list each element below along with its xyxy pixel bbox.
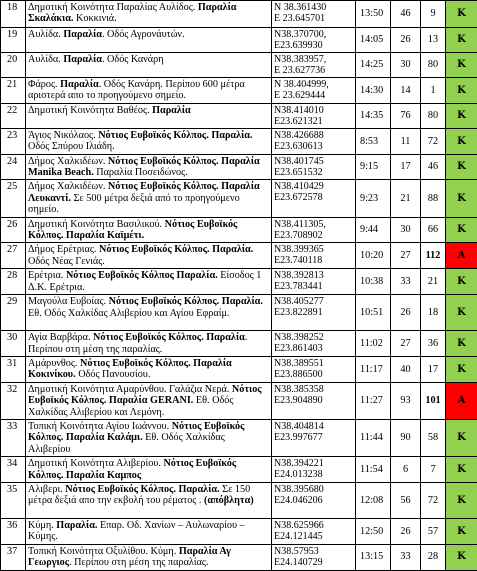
location-text: . Οδός Κανάρη. Περίπου 600 μέτρα αριστερά απο το προηγούμενο σημείο. [28, 79, 245, 101]
value-2: 112 [421, 243, 446, 269]
latitude: N38.401745 [274, 156, 353, 167]
coordinates [272, 128, 356, 154]
location-text: Φάρος. [28, 79, 60, 90]
location-description [26, 53, 272, 78]
location-description [26, 518, 272, 544]
location-description [26, 419, 272, 456]
value-1: 26 [391, 518, 421, 544]
station-number: 29 [1, 295, 26, 331]
value-2: 7 [421, 457, 446, 483]
location-description [26, 457, 272, 483]
value-2: 36 [421, 331, 446, 357]
location-text: Αυλίδα. [28, 29, 63, 40]
classification-badge: Κ [446, 482, 477, 518]
location-text: Δήμος Ερέτριας. [28, 244, 99, 255]
value-1: 40 [391, 356, 421, 382]
location-text: Αυλίδα. [28, 54, 63, 65]
longitude: E23.708902 [274, 230, 353, 241]
location-bold-text: Νότιος Ευβοϊκός Κόλπος. Παραλία Καλάμι. [28, 421, 244, 443]
station-number: 26 [1, 217, 26, 243]
longitude: E 23.627736 [274, 65, 353, 76]
classification-badge: Κ [446, 331, 477, 357]
station-number: 32 [1, 382, 26, 419]
station-number: 35 [1, 482, 26, 518]
location-text: Αγία Βαρβάρα. [28, 332, 93, 343]
latitude: N38.394221 [274, 458, 353, 469]
location-description [26, 128, 272, 154]
table-row [1, 28, 477, 53]
coordinates [272, 382, 356, 419]
latitude: N38.385358 [274, 384, 353, 395]
longitude: E 23.629444 [274, 90, 353, 101]
latitude: N38.383957, [274, 54, 353, 65]
value-2: 72 [421, 128, 446, 154]
table-row [1, 295, 477, 331]
sample-time: 10:38 [356, 269, 391, 295]
longitude: E23.997677 [274, 432, 353, 443]
value-1: 27 [391, 243, 421, 269]
sample-time: 11:27 [356, 382, 391, 419]
value-2: 18 [421, 295, 446, 331]
value-1: 6 [391, 457, 421, 483]
location-description [26, 103, 272, 128]
longitude: E23.621321 [274, 116, 353, 127]
coordinates [272, 217, 356, 243]
location-description [26, 382, 272, 419]
classification-badge: Κ [446, 180, 477, 217]
longitude: E24.013238 [274, 469, 353, 480]
longitude: E23.630613 [274, 141, 353, 152]
location-bold-text: Παραλία [63, 54, 102, 65]
coordinates [272, 1, 356, 28]
sample-time: 9:23 [356, 180, 391, 217]
location-text: Δημοτική Κοινότητα Παραλίας Αυλίδος. [28, 2, 198, 13]
location-bold-text: Παραλία Σκαλάκια. [28, 2, 236, 24]
table-row [1, 544, 477, 570]
classification-badge: Κ [446, 419, 477, 456]
sample-time: 12:50 [356, 518, 391, 544]
location-bold-text: Νότιος Ευβοϊκός Κόλπος. Παραλία GERANI. [28, 384, 262, 406]
location-text: Σε 500 μέτρα δεξιά από το προηγούμενο σημείο. [28, 193, 240, 215]
classification-badge: Κ [446, 544, 477, 570]
value-2: 57 [421, 518, 446, 544]
location-text: Τοπική Κοινότητα Αγίου Ιωάννου. [28, 421, 172, 432]
longitude: E24.046206 [274, 495, 353, 506]
location-bold-text: Νότιος Ευβοϊκός Κόλπος. Παραλία Καϊμέτι. [28, 219, 237, 241]
coordinates [272, 482, 356, 518]
value-1: 30 [391, 53, 421, 78]
sample-time: 10:51 [356, 295, 391, 331]
table-row [1, 457, 477, 483]
value-1: 14 [391, 78, 421, 104]
longitude: E24.121445 [274, 531, 353, 542]
coordinates [272, 78, 356, 104]
location-description [26, 217, 272, 243]
location-bold-text: Νότιος Ευβοϊκός Κόλπος. Παραλία Κοκινίκου. [28, 358, 232, 380]
longitude: E23.639930 [274, 40, 353, 51]
table-row [1, 154, 477, 180]
latitude: N 38.361430 [274, 2, 353, 13]
location-bold-text: Παραλία [63, 29, 102, 40]
latitude: N38.404814 [274, 421, 353, 432]
station-number: 19 [1, 28, 26, 53]
table-row [1, 1, 477, 28]
longitude: E23.861403 [274, 343, 353, 354]
value-2: 17 [421, 356, 446, 382]
station-number: 36 [1, 518, 26, 544]
sample-time: 14:25 [356, 53, 391, 78]
sample-time: 11:17 [356, 356, 391, 382]
classification-badge: Κ [446, 154, 477, 180]
value-1: 93 [391, 382, 421, 419]
location-bold-text: Νότιος Ευβοϊκός Κόλπος. Παραλία [93, 332, 245, 343]
location-bold-text: (απόβλητα) [204, 495, 254, 506]
sample-time: 14:35 [356, 103, 391, 128]
location-bold-text: Παραλία [60, 79, 99, 90]
value-2: 88 [421, 180, 446, 217]
value-2: 9 [421, 1, 446, 28]
sample-time: 11:44 [356, 419, 391, 456]
value-2: 46 [421, 154, 446, 180]
location-text: Επαρ. Οδ. Χανίων – Αυλωναρίου – Κύμης. [28, 520, 245, 542]
value-1: 17 [391, 154, 421, 180]
table-row [1, 356, 477, 382]
location-description [26, 78, 272, 104]
station-number: 30 [1, 331, 26, 357]
value-1: 90 [391, 419, 421, 456]
coordinates [272, 419, 356, 456]
location-text: . Οδός Αγρονάυτών. [102, 29, 185, 40]
location-text: Οδός Νέας Γενιάς. [28, 256, 105, 267]
station-number: 18 [1, 1, 26, 28]
longitude: E23.783441 [274, 281, 353, 292]
location-text: Ερέτρια. [28, 270, 66, 281]
latitude: N38.411305, [274, 219, 353, 230]
latitude: N38.625966 [274, 520, 353, 531]
value-1: 11 [391, 128, 421, 154]
sample-time: 12:08 [356, 482, 391, 518]
location-text: Τοπική Κοινότητα Οξυλίθου. Κύμη. [28, 546, 179, 557]
table-row [1, 78, 477, 104]
location-description [26, 243, 272, 269]
table-row [1, 217, 477, 243]
location-bold-text: Παραλία [152, 105, 191, 116]
latitude: N38.426688 [274, 130, 353, 141]
value-1: 33 [391, 269, 421, 295]
sample-time: 10:20 [356, 243, 391, 269]
latitude: N 38.404999, [274, 79, 353, 90]
classification-badge: Κ [446, 269, 477, 295]
location-text: Αμάρυνθος. [28, 358, 80, 369]
location-description [26, 269, 272, 295]
classification-badge: Κ [446, 78, 477, 104]
coordinates [272, 269, 356, 295]
value-1: 26 [391, 295, 421, 331]
classification-badge: Κ [446, 457, 477, 483]
coordinates [272, 53, 356, 78]
longitude: E23.672578 [274, 192, 353, 203]
location-text: Κοκκινιά. [73, 13, 116, 24]
coordinates [272, 180, 356, 217]
location-bold-text: Νότιος Ευβοϊκός Κόλπος Παραλία. [66, 270, 218, 281]
value-2: 58 [421, 419, 446, 456]
value-2: 13 [421, 28, 446, 53]
coordinates [272, 243, 356, 269]
latitude: N38.389551 [274, 358, 353, 369]
longitude: E24.140729 [274, 557, 353, 568]
value-1: 33 [391, 544, 421, 570]
longitude: E 23.645701 [274, 13, 353, 24]
sample-time: 9:15 [356, 154, 391, 180]
classification-badge: Κ [446, 103, 477, 128]
latitude: N38.399365 [274, 244, 353, 255]
sample-time: 11:02 [356, 331, 391, 357]
latitude: N38.410429 [274, 181, 353, 192]
value-2: 66 [421, 217, 446, 243]
station-number: 22 [1, 103, 26, 128]
value-1: 46 [391, 1, 421, 28]
classification-badge: Κ [446, 295, 477, 331]
value-2: 1 [421, 78, 446, 104]
location-bold-text: Παραλία. [56, 520, 97, 531]
location-bold-text: Νότιος Ευβοϊκός Κόλπος. Παραλία Καμπος [28, 458, 236, 480]
longitude: E23.822891 [274, 307, 353, 318]
station-number: 33 [1, 419, 26, 456]
location-bold-text: Νότιος Ευβοϊκός Κόλπος. Παραλία Λευκαντί. [28, 181, 260, 203]
value-2: 28 [421, 544, 446, 570]
location-text: Δημοτική Κοινότητα Βασιλικού. [28, 219, 165, 230]
station-number: 20 [1, 53, 26, 78]
latitude: N38.370700, [274, 29, 353, 40]
location-bold-text: Νότιος Ευβοϊκός Κόλπος. Παραλία. [65, 484, 219, 495]
classification-badge: Α [446, 243, 477, 269]
station-number: 27 [1, 243, 26, 269]
longitude: E23.651532 [274, 167, 353, 178]
table-row [1, 269, 477, 295]
table-row [1, 180, 477, 217]
longitude: E23.740118 [274, 255, 353, 266]
coordinates [272, 295, 356, 331]
latitude: N38.57953 [274, 546, 353, 557]
location-bold-text: Παραλία Αγ Γεωργιος [28, 546, 231, 568]
value-2: 80 [421, 103, 446, 128]
location-text: . Περίπου στη μέση της παραλίας. [69, 557, 208, 568]
location-description [26, 482, 272, 518]
table-row [1, 128, 477, 154]
location-description [26, 1, 272, 28]
coordinates [272, 544, 356, 570]
longitude: E23.904890 [274, 395, 353, 406]
table-row [1, 482, 477, 518]
station-number: 24 [1, 154, 26, 180]
classification-badge: Κ [446, 1, 477, 28]
location-text: Οδός Σπύρου Ιλιάδη. [28, 141, 115, 152]
station-number: 34 [1, 457, 26, 483]
location-text: Δημοτική Κοινότητα Βαθέος. [28, 105, 152, 116]
classification-badge: Κ [446, 53, 477, 78]
sample-time: 9:44 [356, 217, 391, 243]
coordinates [272, 331, 356, 357]
table-row [1, 518, 477, 544]
location-description [26, 544, 272, 570]
location-text: Μαγούλα Ευβοίας. [28, 296, 109, 307]
location-text: Σε 150 μέτρα δεξιά απο την εκβολή του ρέματος . [28, 484, 250, 506]
coordinates [272, 356, 356, 382]
coordinates [272, 518, 356, 544]
classification-badge: Κ [446, 356, 477, 382]
value-1: 30 [391, 217, 421, 243]
location-bold-text: Νότιος Ευβοϊκός Κόλπος. Παραλία Manika Beach. [28, 156, 260, 178]
location-description [26, 154, 272, 180]
location-text: Κύμη. [28, 520, 56, 531]
location-text: Είσοδος 1 Δ.Κ. Ερέτρια. [28, 270, 261, 292]
table-row [1, 243, 477, 269]
location-text: Εθ. Οδός Χαλκίδας Αλιβερίου [28, 432, 225, 454]
latitude: N38.392813 [274, 270, 353, 281]
location-text: . Περίπου στη μέση της παραλίας. [28, 332, 247, 354]
value-1: 27 [391, 331, 421, 357]
classification-badge: Κ [446, 518, 477, 544]
sample-time: 14:05 [356, 28, 391, 53]
latitude: N38.395680 [274, 484, 353, 495]
location-description [26, 28, 272, 53]
location-description [26, 331, 272, 357]
table-row [1, 331, 477, 357]
location-description [26, 295, 272, 331]
location-bold-text: Νότιος Ευβοϊκός Κόλπος. Παραλία. [109, 296, 263, 307]
classification-badge: Κ [446, 128, 477, 154]
value-2: 101 [421, 382, 446, 419]
location-text: Οδός Πανουσίου. [76, 369, 151, 380]
longitude: E23.886500 [274, 369, 353, 380]
sample-time: 13:50 [356, 1, 391, 28]
sample-time: 8:53 [356, 128, 391, 154]
station-number: 25 [1, 180, 26, 217]
location-text: Δημοτική Κοινότητα Αλιβερίου. [28, 458, 163, 469]
table-body [1, 1, 477, 571]
location-text: Δήμος Χαλκιδέων. [28, 156, 108, 167]
sample-time: 11:54 [356, 457, 391, 483]
location-text: Εθ. Οδός Χαλκίδας Αλιβερίου και Λεμόνη. [28, 395, 233, 417]
station-number: 31 [1, 356, 26, 382]
location-text: Άγιος Νικόλαος. [28, 130, 98, 141]
value-1: 26 [391, 28, 421, 53]
value-2: 21 [421, 269, 446, 295]
station-number: 37 [1, 544, 26, 570]
latitude: N38.414010 [274, 105, 353, 116]
location-text: . Οδός Κανάρη [102, 54, 164, 65]
location-text: Παραλία Ποσειδώνος. [94, 167, 188, 178]
value-1: 21 [391, 180, 421, 217]
classification-badge: Κ [446, 217, 477, 243]
coordinates [272, 28, 356, 53]
location-text: Δήμος Χαλκιδέων. [28, 181, 108, 192]
sample-time: 14:30 [356, 78, 391, 104]
station-number: 28 [1, 269, 26, 295]
latitude: N38.398252 [274, 332, 353, 343]
latitude: N38.405277 [274, 296, 353, 307]
location-description [26, 180, 272, 217]
station-number: 23 [1, 128, 26, 154]
value-1: 56 [391, 482, 421, 518]
location-text: Αλιβερι. [28, 484, 65, 495]
coordinates [272, 103, 356, 128]
value-2: 72 [421, 482, 446, 518]
coordinates [272, 457, 356, 483]
classification-badge: Α [446, 382, 477, 419]
table-row [1, 53, 477, 78]
table-row [1, 103, 477, 128]
table-row [1, 419, 477, 456]
location-text: Εθ. Οδός Χαλκίδας Αλιβερίου και Αγίου Εφραίμ. [28, 308, 229, 319]
value-2: 80 [421, 53, 446, 78]
station-number: 21 [1, 78, 26, 104]
location-text: Δημοτική Κοινότητα Αμαρύνθου. Γαλάζια Νερά. [28, 384, 232, 395]
location-description [26, 356, 272, 382]
classification-badge: Κ [446, 28, 477, 53]
coordinates [272, 154, 356, 180]
location-bold-text: Νότιος Ευβοϊκός Κόλπος. Παραλία. [98, 130, 252, 141]
location-bold-text: Νότιος Ευβοϊκός Κόλπος. Παραλία. [99, 244, 253, 255]
sample-time: 13:15 [356, 544, 391, 570]
value-1: 76 [391, 103, 421, 128]
table-row [1, 382, 477, 419]
